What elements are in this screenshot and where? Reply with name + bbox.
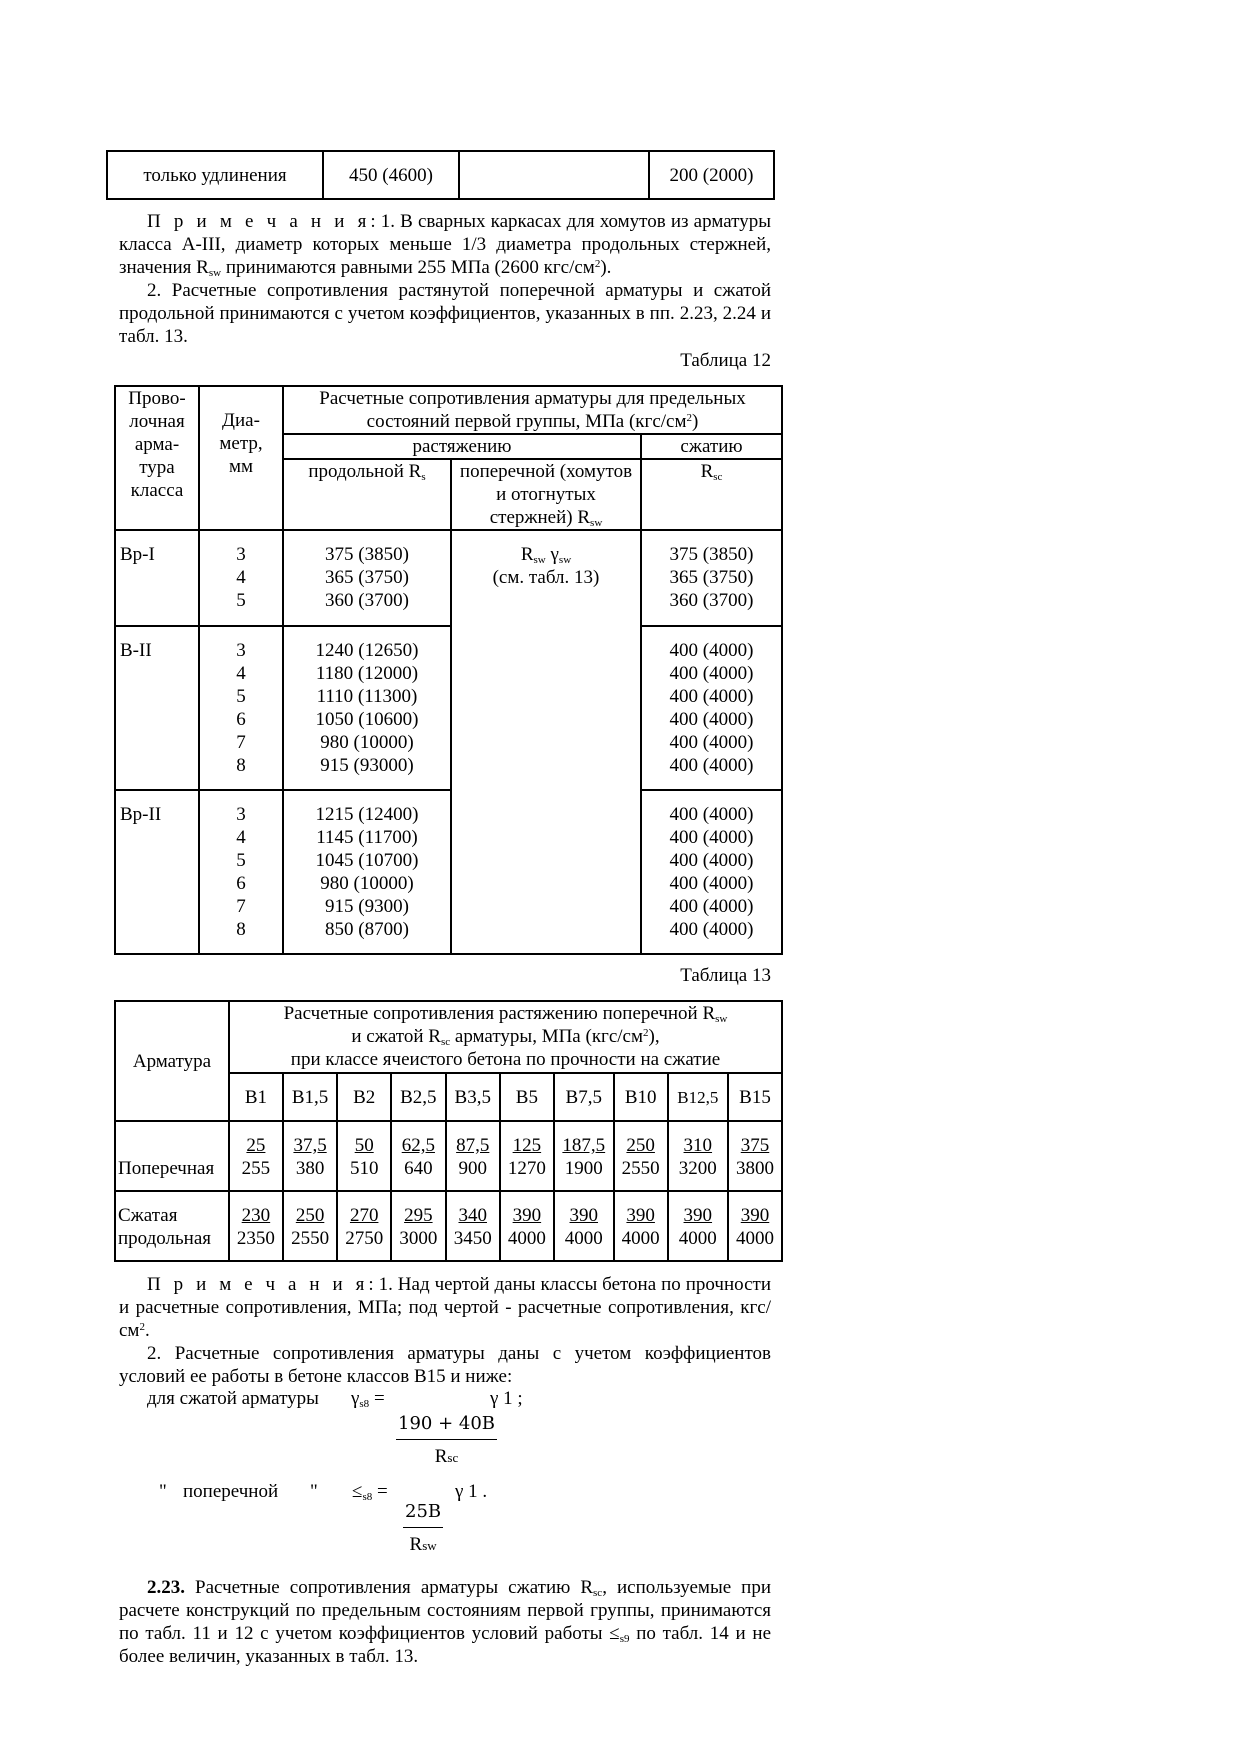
t13-class-header: В3,5 xyxy=(446,1073,500,1121)
formula-compressed-fraction: 190 + 40B Rsc xyxy=(396,1409,497,1473)
t13-value-bottom: 3200 xyxy=(678,1158,717,1179)
t13-value-cell xyxy=(668,1121,728,1191)
t12-head-tension: растяжению xyxy=(283,434,641,459)
t13-value-top: 87,5 xyxy=(456,1135,490,1156)
t12-comp: 400 (4000) 400 (4000) 400 (4000) 400 (4000) 400 (4000) 400 (4000) xyxy=(641,626,782,790)
t13-value-bottom: 3450 xyxy=(453,1228,492,1249)
table-13 xyxy=(114,1000,783,1262)
formula-trans-quote-1: " xyxy=(159,1481,167,1502)
t13-value-bottom: 2750 xyxy=(345,1228,384,1249)
t13-value-bottom: 1270 xyxy=(507,1158,546,1179)
t13-value-bottom: 510 xyxy=(349,1158,379,1179)
t13-value-bottom: 3800 xyxy=(736,1158,774,1179)
t13-value-cell xyxy=(391,1191,445,1261)
formula-trans-quote-2: " xyxy=(310,1481,318,1502)
t13-row-name: Сжатая продольная xyxy=(115,1191,229,1261)
formula-trans-label: поперечной xyxy=(183,1481,279,1502)
section-2-23: 2.23. Расчетные сопротивления арматуры сжатию $R_{sc}$, используемые при расчете конструкций по предельным состояниям первой группы, принимаются по табл. 11 и 12 с учетом коэффициентов условий работы $\le_{s9}$ по табл. 14 и не более величин, указанных в табл. 13. xyxy=(119,1577,771,1667)
t13-value-cell xyxy=(614,1121,668,1191)
t13-value-top: 390 xyxy=(512,1205,542,1226)
t13-value-cell xyxy=(728,1121,782,1191)
t12-head-diameter: Диа- метр, мм xyxy=(199,386,283,530)
t13-value-cell xyxy=(554,1191,614,1261)
t13-value-bottom: 4000 xyxy=(507,1228,546,1249)
t13-value-top: 50 xyxy=(354,1135,374,1156)
t13-value-top: 187,5 xyxy=(562,1135,606,1156)
t13-value-cell xyxy=(229,1191,283,1261)
t13-value-cell xyxy=(500,1191,554,1261)
formula-compressed-label: для сжатой арматуры xyxy=(147,1388,319,1409)
t13-value-top: 375 xyxy=(740,1135,770,1156)
t13-value-top: 310 xyxy=(683,1135,713,1156)
t12-class: Вр-II xyxy=(115,790,199,954)
t13-value-top: 37,5 xyxy=(293,1135,327,1156)
t12-comp: 375 (3850) 365 (3750) 360 (3700) xyxy=(641,530,782,626)
formula-compressed-rhs: γ 1 ; xyxy=(490,1388,523,1409)
notes-1-head: П р и м е ч а н и я xyxy=(147,211,371,232)
t13-value-top: 340 xyxy=(458,1205,487,1226)
t13-value-bottom: 4000 xyxy=(621,1228,660,1249)
t12-head-long: продольной $R_s$ xyxy=(283,459,451,530)
t13-value-cell xyxy=(283,1191,337,1261)
top-cell-3 xyxy=(459,151,649,199)
t13-value-cell xyxy=(446,1121,500,1191)
t13-value-cell xyxy=(554,1121,614,1191)
t12-head-class: Прово- лочная арма- тура класса xyxy=(115,386,199,530)
t12-dia: 3 4 5 xyxy=(199,530,283,626)
t13-value-top: 250 xyxy=(295,1205,325,1226)
t13-value-bottom: 1900 xyxy=(564,1158,603,1179)
t13-value-cell xyxy=(446,1191,500,1261)
t13-value-top: 390 xyxy=(569,1205,599,1226)
top-cell-4: 200 (2000) xyxy=(649,151,774,199)
t13-class-header: В15 xyxy=(728,1073,782,1121)
t13-value-top: 270 xyxy=(349,1205,379,1226)
t12-dia: 3 4 5 6 7 8 xyxy=(199,626,283,790)
t13-class-header: В2 xyxy=(337,1073,391,1121)
formula-compressed-lhs: $\gamma_{s8}$ = xyxy=(351,1388,385,1410)
t13-value-cell xyxy=(391,1121,445,1191)
t13-value-bottom: 2550 xyxy=(621,1158,660,1179)
t13-value-top: 250 xyxy=(626,1135,655,1156)
t13-head-armature: Арматура xyxy=(115,1001,229,1121)
t13-row-name: Поперечная xyxy=(115,1121,229,1191)
t13-value-bottom: 4000 xyxy=(736,1228,774,1249)
table-12 xyxy=(114,385,783,955)
t12-class: В-II xyxy=(115,626,199,790)
formula-trans-rhs: γ 1 . xyxy=(455,1481,488,1502)
t13-class-header: В10 xyxy=(614,1073,668,1121)
notes-1-item-2: 2. Расчетные сопротивления растянутой поперечной арматуры и сжатой продольной принимаются с учетом коэффициентов, указанных в пп. 2.23, 2.24 и табл. 13. xyxy=(119,280,771,347)
t13-value-cell xyxy=(337,1191,391,1261)
t13-value-cell xyxy=(728,1191,782,1261)
t13-value-bottom: 380 xyxy=(295,1158,325,1179)
t13-value-cell xyxy=(229,1121,283,1191)
t13-class-header: В1,5 xyxy=(283,1073,337,1121)
t13-value-top: 125 xyxy=(512,1135,542,1156)
t13-class-header: В1 xyxy=(229,1073,283,1121)
t12-comp: 400 (4000) 400 (4000) 400 (4000) 400 (4000) 400 (4000) 400 (4000) xyxy=(641,790,782,954)
t13-value-cell xyxy=(283,1121,337,1191)
t13-value-cell xyxy=(337,1121,391,1191)
t13-value-bottom: 3000 xyxy=(399,1228,438,1249)
t13-value-cell xyxy=(500,1121,554,1191)
t13-value-bottom: 4000 xyxy=(678,1228,717,1249)
t13-value-top: 230 xyxy=(241,1205,271,1226)
notes-1: П р и м е ч а н и я: 1. В сварных каркасах для хомутов из арматуры класса А-III, диаметр которых меньше 1/3 диаметра продольных стержней, значения $R_{sw}$ принимаются равными 255 МПа (2600 кгс/$см^2$). 2. Расчетные сопротивления растянутой поперечной арматуры и сжатой продольной принимаются с учетом коэффициентов, указанных в пп. 2.23, 2.24 и табл. 13. xyxy=(119,211,771,347)
t13-value-cell xyxy=(668,1191,728,1261)
t12-class: Вр-I xyxy=(115,530,199,626)
table-13-caption: Таблица 13 xyxy=(680,965,771,986)
notes-2: П р и м е ч а н и я: 1. Над чертой даны классы бетона по прочности и расчетные сопротивления, МПа; под чертой - расчетные сопротивления, кгс/$см^2$. 2. Расчетные сопротивления арматуры даны с учетом коэффициентов условий ее работы в бетоне классов В15 и ниже: xyxy=(119,1274,771,1387)
notes-2-item-2: 2. Расчетные сопротивления арматуры даны с учетом коэффициентов условий ее работы в бетоне классов В15 и ниже: xyxy=(119,1343,771,1387)
t12-head-group: Расчетные сопротивления арматуры для предельных состояний первой группы, МПа $(кгс/см^2)$ xyxy=(283,386,782,434)
t12-long: 1240 (12650) 1180 (12000) 1110 (11300) 1050 (10600) 980 (10000) 915 (93000) xyxy=(283,626,451,790)
t13-value-bottom: 640 xyxy=(404,1158,433,1179)
t13-value-bottom: 2350 xyxy=(236,1228,275,1249)
t12-long: 375 (3850) 365 (3750) 360 (3700) xyxy=(283,530,451,626)
t13-class-header: В12,5 xyxy=(668,1073,728,1121)
t12-head-trans: поперечной (хомутов и отогнутых стержней) $R_{sw}$ xyxy=(451,459,641,530)
t12-head-comp: $R_{sc}$ xyxy=(641,459,782,530)
top-cell-1: только удлинения xyxy=(107,151,323,199)
t13-value-top: 390 xyxy=(626,1205,655,1226)
t13-value-top: 390 xyxy=(740,1205,770,1226)
t13-class-header: В2,5 xyxy=(391,1073,445,1121)
section-number: 2.23. xyxy=(147,1577,185,1598)
t13-head-title: Расчетные сопротивления растяжению поперечной $R_{sw}$ и сжатой $R_{sc}$ арматуры, МПа $(кгс/см^2)$, при классе ячеистого бетона по прочности на сжатие xyxy=(229,1001,782,1073)
t12-dia: 3 4 5 6 7 8 xyxy=(199,790,283,954)
t13-class-header: В5 xyxy=(500,1073,554,1121)
top-cell-2: 450 (4600) xyxy=(323,151,459,199)
formula-trans-fraction: 25B Rsw xyxy=(403,1497,443,1561)
table-12-caption: Таблица 12 xyxy=(680,350,771,371)
t13-value-top: 295 xyxy=(404,1205,433,1226)
top-table xyxy=(106,150,775,200)
t12-head-compression: сжатию xyxy=(641,434,782,459)
t13-value-bottom: 255 xyxy=(241,1158,271,1179)
notes-2-head: П р и м е ч а н и я xyxy=(147,1274,369,1295)
t12-trans-value: $R_{sw}$ $\gamma_{sw}$ (см. табл. 13) xyxy=(451,530,641,954)
t13-value-top: 25 xyxy=(246,1135,266,1156)
t13-value-bottom: 900 xyxy=(458,1158,487,1179)
t13-value-bottom: 2550 xyxy=(291,1228,330,1249)
t13-value-top: 390 xyxy=(683,1205,713,1226)
t13-value-cell xyxy=(614,1191,668,1261)
t12-long: 1215 (12400) 1145 (11700) 1045 (10700) 980 (10000) 915 (9300) 850 (8700) xyxy=(283,790,451,954)
formula-trans-lhs: $\le_{s8}$ = xyxy=(352,1481,388,1503)
t13-value-top: 62,5 xyxy=(401,1135,435,1156)
t13-value-bottom: 4000 xyxy=(564,1228,603,1249)
t13-class-header: В7,5 xyxy=(554,1073,614,1121)
